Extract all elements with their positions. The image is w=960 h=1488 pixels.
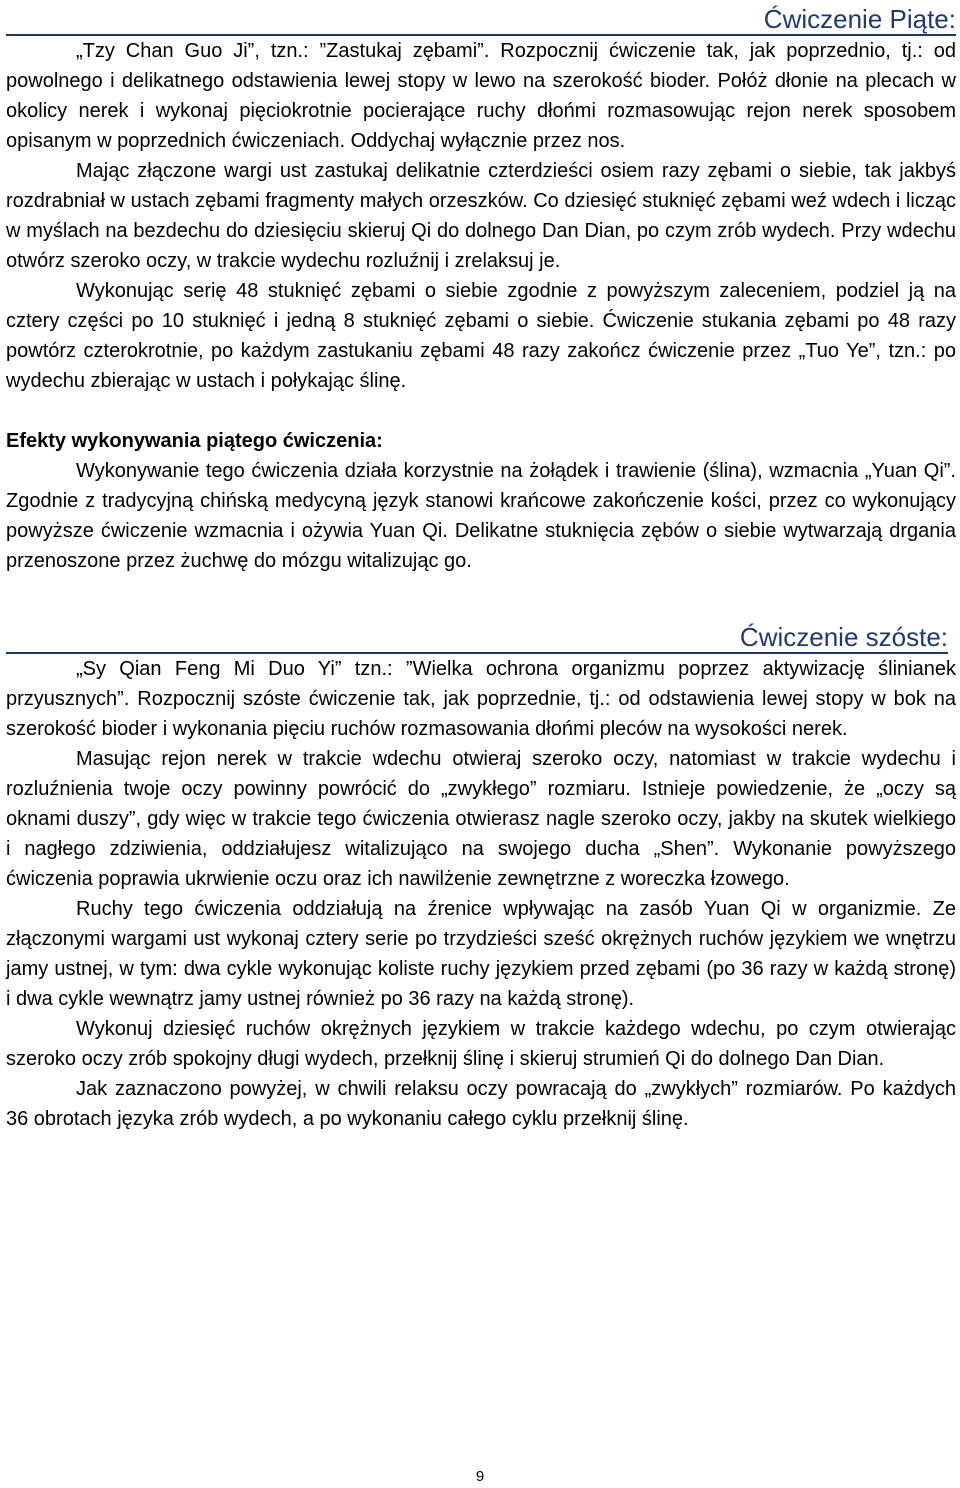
section5-title: Ćwiczenie Piąte: [763,4,956,34]
section6-paragraph-3: Ruchy tego ćwiczenia oddziałują na źrenice wpływając na zasób Yuan Qi w organizmie. Ze złączonymi wargami ust wykonaj cztery serie po trzydzieści sześć okrężnych ruchów językiem we wnętrzu jamy ustnej, w tym: dwa cykle wykonując koliste ruchy językiem przed zębami (po 36 razy w każdą stronę) i dwa cykle wewnątrz jamy ustnej również po 36 razy na każdą stronę). [6,898,956,1010]
section6-rule [6,652,948,654]
section6-heading [6,622,956,654]
section6-title: Ćwiczenie szóste: [739,622,948,652]
page-number: 9 [475,1468,485,1485]
section6-paragraph-2: Masując rejon nerek w trakcie wdechu otwieraj szeroko oczy, natomiast w trakcie wydechu i rozluźnienia twoje oczy powinny powrócić do „zwykłego” rozmiaru. Istnieje powiedzenie, że „oczy są oknami duszy”, gdy więc w trakcie tego ćwiczenia otwierasz nagle szeroko oczy, jakby na skutek wielkiego i nagłego zdziwienia, oddziałujesz witalizująco na swojego ducha „Shen”. Wykonanie powyższego ćwiczenia poprawia ukrwienie oczu oraz ich nawilżenie zewnętrzne z woreczka łzowego. [6,748,956,890]
document-page [6,0,956,1134]
section5-paragraph-1: „Tzy Chan Guo Ji”, tzn.: ”Zastukaj zębami”. Rozpocznij ćwiczenie tak, jak poprzednio, tj.: od powolnego i delikatnego odstawienia lewej stopy w lewo na szerokość bioder. Połóż dłonie na plecach w okolicy nerek i wykonaj pięciokrotnie pocierające ruchy dłońmi rozmasowując rejon nerek sposobem opisanym w poprzednich ćwiczeniach. Oddychaj wyłącznie przez nos. [6,40,956,152]
section5-heading [6,4,956,36]
effects-heading: Efekty wykonywania piątego ćwiczenia: [6,430,383,452]
section5-paragraph-2: Mając złączone wargi ust zastukaj delikatnie czterdzieści osiem razy zębami o siebie, tak jakbyś rozdrabniał w ustach zębami fragmenty małych orzeszków. Co dziesięć stuknięć zębami weź wdech i licząc w myślach na bezdechu do dziesięciu skieruj Qi do dolnego Dan Dian, po czym zrób wydech. Przy wdechu otwórz szeroko oczy, w trakcie wydechu rozluźnij i zrelaksuj je. [6,160,956,272]
section5-rule [6,34,956,36]
section6-paragraph-5: Jak zaznaczono powyżej, w chwili relaksu oczy powracają do „zwykłych” rozmiarów. Po każdych 36 obrotach języka zrób wydech, a po wykonaniu całego cyklu przełknij ślinę. [6,1078,956,1130]
section5-paragraph-3: Wykonując serię 48 stuknięć zębami o siebie zgodnie z powyższym zaleceniem, podziel ją na cztery części po 10 stuknięć i jedną 8 stuknięć zębami o siebie. Ćwiczenie stukania zębami po 48 razy powtórz czterokrotnie, po każdym zastukaniu zębami 48 razy zakończ ćwiczenie przez „Tuo Ye”, tzn.: po wydechu zbierając w ustach i połykając ślinę. [6,280,956,392]
effects-paragraph: Wykonywanie tego ćwiczenia działa korzystnie na żołądek i trawienie (ślina), wzmacnia „Yuan Qi”. Zgodnie z tradycyjną chińską medycyną język stanowi krańcowe zakończenie kości, przez co wykonujący powyższe ćwiczenie wzmacnia i ożywia Yuan Qi. Delikatne stuknięcia zębów o siebie wytwarzają drgania przenoszone przez żuchwę do mózgu witalizując go. [6,460,956,572]
section6-paragraph-4: Wykonuj dziesięć ruchów okrężnych językiem w trakcie każdego wdechu, po czym otwierając szeroko oczy zrób spokojny długi wydech, przełknij ślinę i skieruj strumień Qi do dolnego Dan Dian. [6,1018,956,1070]
section6-paragraph-1: „Sy Qian Feng Mi Duo Yi” tzn.: ”Wielka ochrona organizmu poprzez aktywizację ślinianek przyusznych”. Rozpocznij szóste ćwiczenie tak, jak poprzednie, tj.: od odstawienia lewej stopy w bok na szerokość bioder i wykonania pięciu ruchów rozmasowania dłońmi pleców na wysokości nerek. [6,658,956,740]
